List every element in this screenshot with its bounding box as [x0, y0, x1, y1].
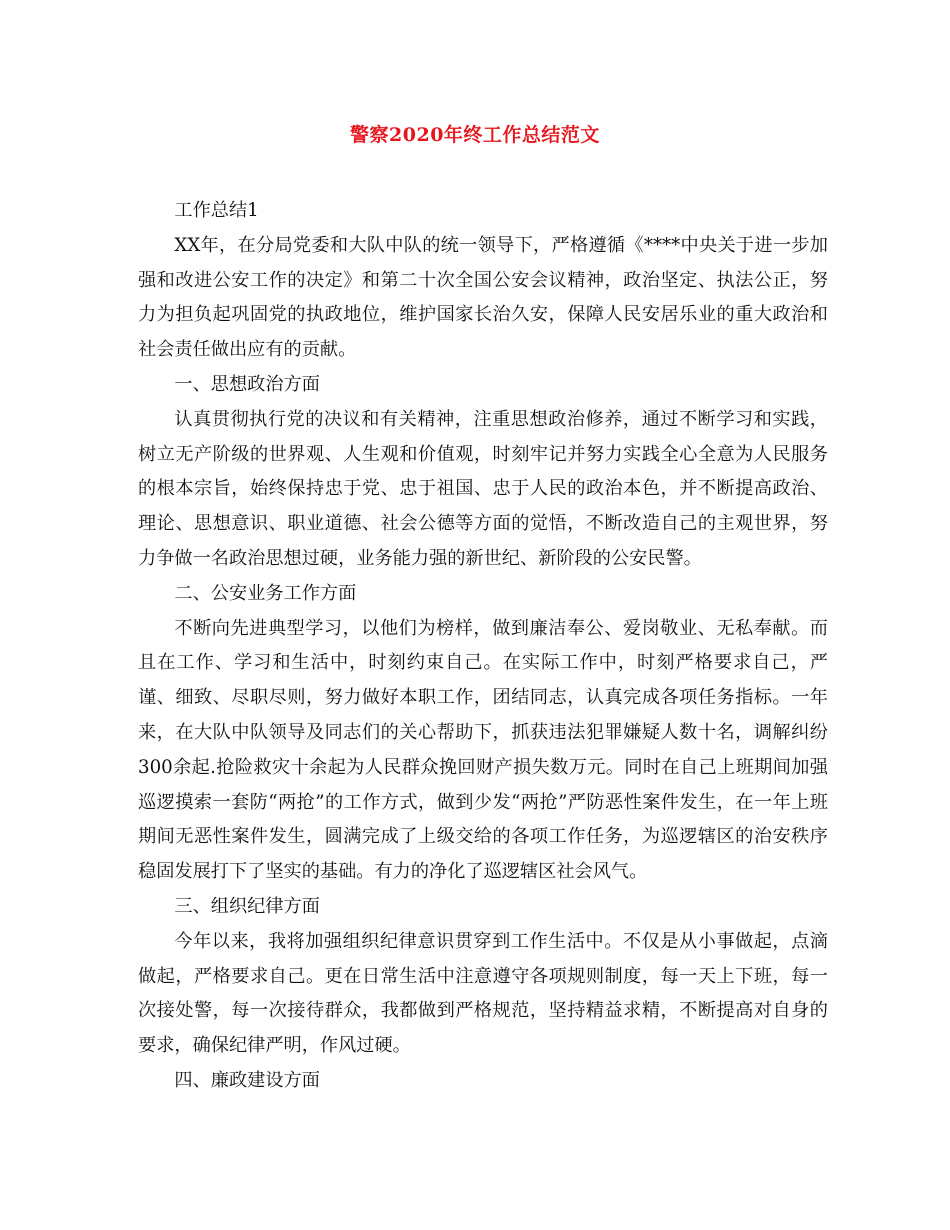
body-paragraph: XX年，在分局党委和大队中队的统一领导下，严格遵循《****中央关于进一步加强和改进公安工作的决定》和第二十次全国公安会议精神，政治坚定、执法公正，努力为担负起巩固党的执政地位，维护国家长治久安，保障人民安居乐业的重大政治和社会责任做出应有的贡献。: [138, 234, 828, 361]
document-title: 警察2020年终工作总结范文: [350, 124, 600, 146]
section-heading: 二、公安业务工作方面: [174, 582, 357, 604]
body-paragraph: 认真贯彻执行党的决议和有关精神，注重思想政治修养，通过不断学习和实践，树立无产阶级的世界观、人生观和价值观，时刻牢记并努力实践全心全意为人民服务的根本宗旨，始终保持忠于党、忠于祖国、忠于人民的政治本色，并不断提高政治、理论、思想意识、职业道德、社会公德等方面的觉悟，不断改造自己的主观世界，努力争做一名政治思想过硬，业务能力强的新世纪、新阶段的公安民警。: [138, 408, 828, 569]
body-paragraph: 今年以来，我将加强组织纪律意识贯穿到工作生活中。不仅是从小事做起，点滴做起，严格要求自己。更在日常生活中注意遵守各项规则制度，每一天上下班，每一次接处警，每一次接待群众，我都做到严格规范，坚持精益求精，不断提高对自身的要求，确保纪律严明，作风过硬。: [138, 930, 828, 1057]
section-heading: 四、廉政建设方面: [174, 1069, 320, 1091]
section-heading: 一、思想政治方面: [174, 373, 320, 395]
body-paragraph: 不断向先进典型学习，以他们为榜样，做到廉洁奉公、爱岗敬业、无私奉献。而且在工作、学习和生活中，时刻约束自己。在实际工作中，时刻严格要求自己，严谨、细致、尽职尽则，努力做好本职工作，团结同志，认真完成各项任务指标。一年来，在大队中队领导及同志们的关心帮助下，抓获违法犯罪嫌疑人数十名，调解纠纷300余起.抢险救灾十余起为人民群众挽回财产损失数万元。同时在自己上班期间加强巡逻摸索一套防“两抢”的工作方式，做到少发“两抢”严防恶性案件发生，在一年上班期间无恶性案件发生，圆满完成了上级交给的各项工作任务，为巡逻辖区的治安秩序稳固发展打下了坚实的基础。有力的净化了巡逻辖区社会风气。: [138, 617, 828, 883]
section-heading: 工作总结1: [174, 200, 259, 221]
section-heading: 三、组织纪律方面: [174, 895, 320, 917]
document-body: [138, 194, 828, 1099]
